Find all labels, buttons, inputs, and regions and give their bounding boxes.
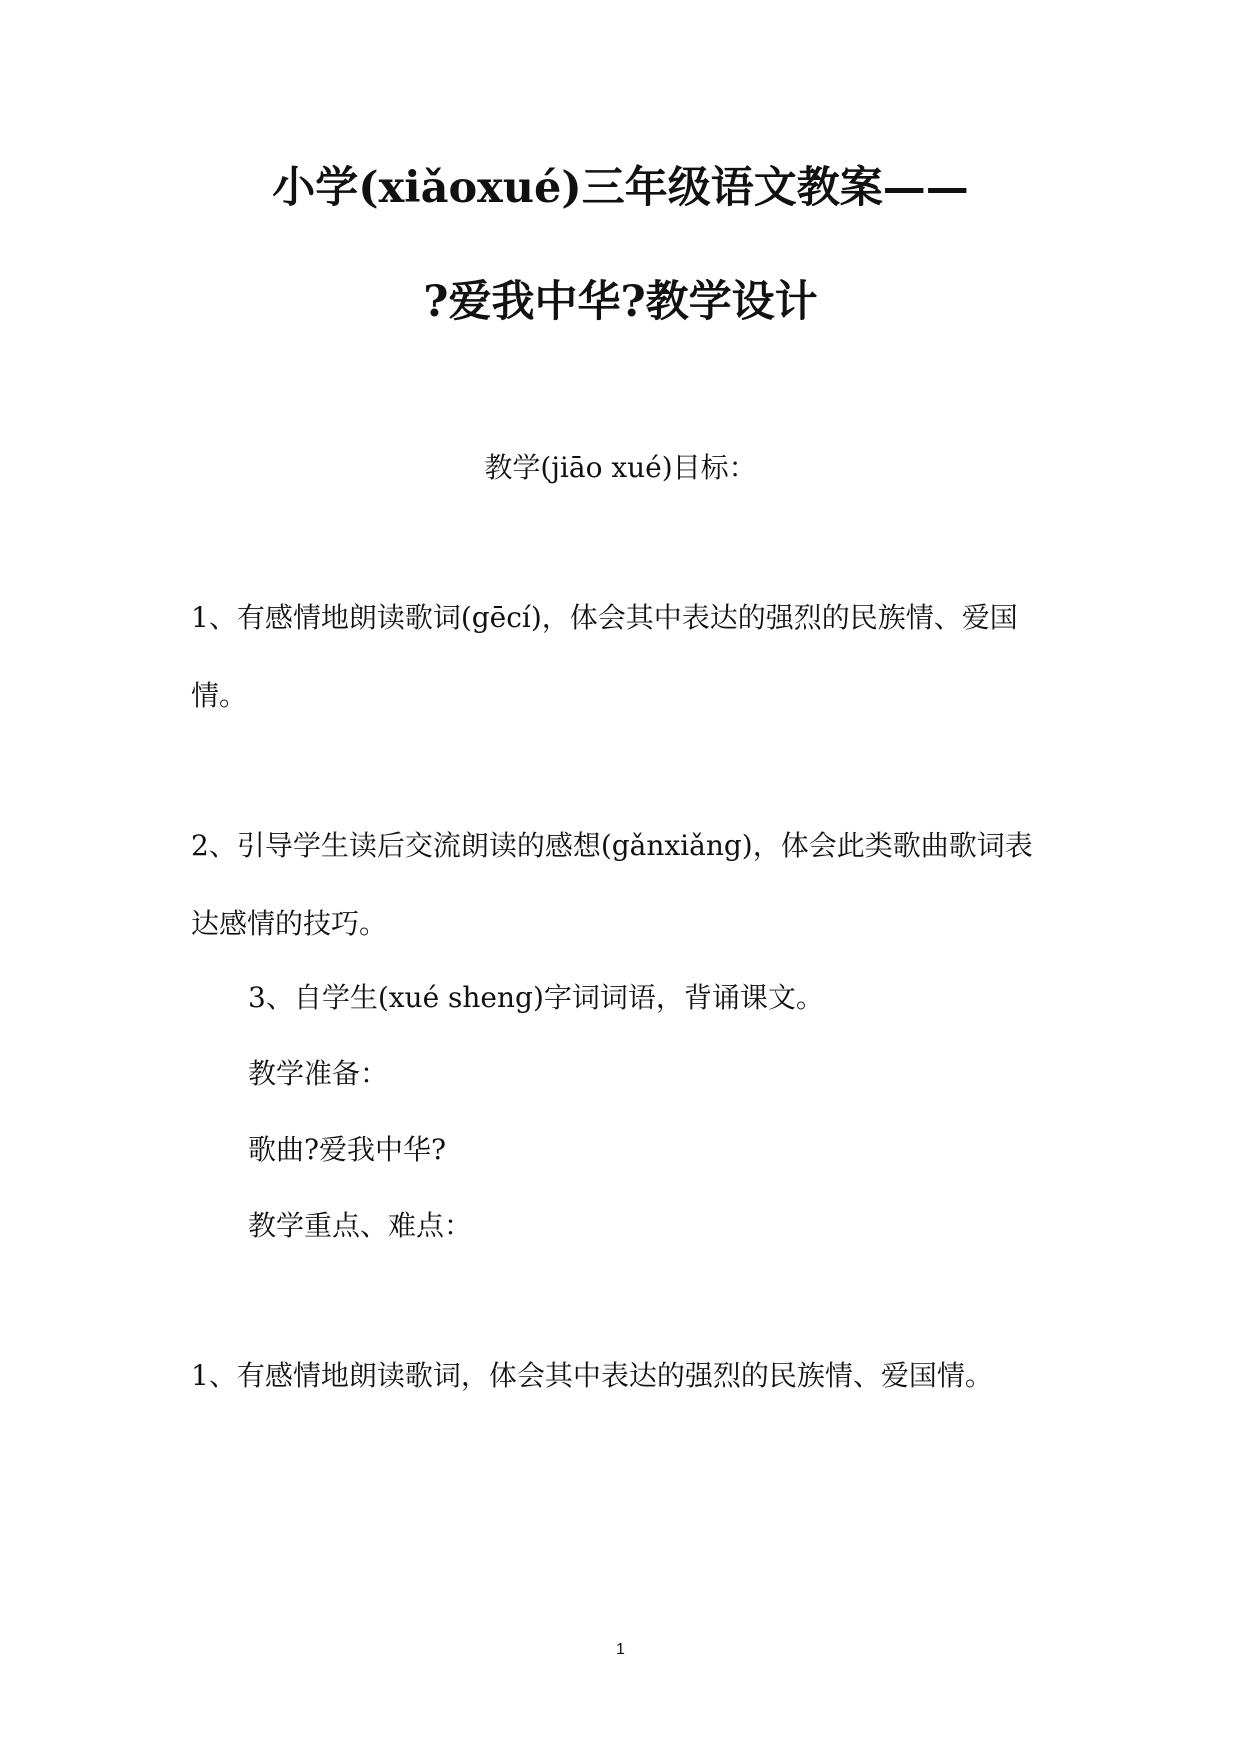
objective-3: 3、自学生(xué sheng)字词词语，背诵课文。 [248,981,824,1014]
preparation-heading: 教学准备： [248,1057,389,1090]
keypoints-heading: 教学重点、难点： [248,1209,473,1242]
document-title-line-2: ?爱我中华?教学设计 [423,277,818,327]
preparation-item: 歌曲?爱我中华? [248,1133,447,1166]
document-title-line-1: 小学(xiǎoxué)三年级语文教案—— [272,163,969,213]
objectives-heading: 教学(jiāo xué)目标： [484,451,757,484]
page-number: 1 [616,1641,625,1658]
objective-2-line-2: 达感情的技巧。 [191,907,388,940]
objective-1-line-2: 情。 [191,679,248,712]
keypoint-1: 1、有感情地朗读歌词，体会其中表达的强烈的民族情、爱国情。 [191,1359,993,1392]
objective-2-line-1: 2、引导学生读后交流朗读的感想(gǎnxiǎng)，体会此类歌曲歌词表 [191,829,1033,862]
objective-1-line-1: 1、有感情地朗读歌词(gēcí)，体会其中表达的强烈的民族情、爱国 [191,601,1018,634]
